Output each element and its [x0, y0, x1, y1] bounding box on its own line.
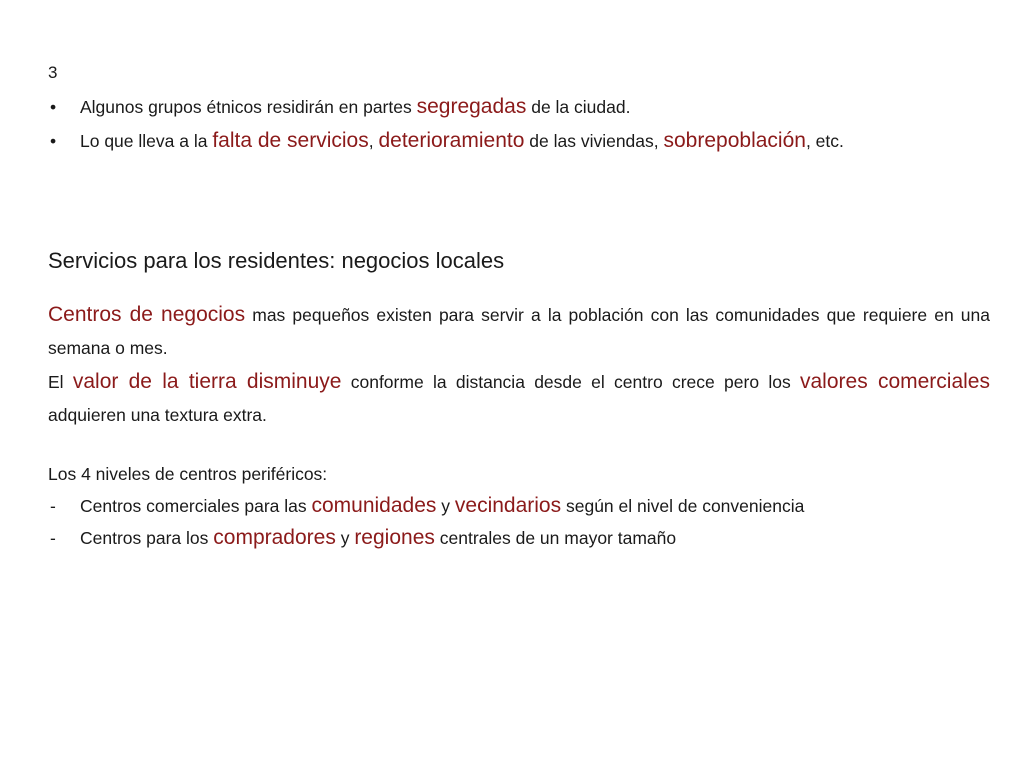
- highlighted-term: valor de la tierra disminuye: [72, 370, 342, 393]
- highlighted-term: compradores: [213, 526, 336, 549]
- spacer: [48, 158, 990, 246]
- list-marker: •: [50, 97, 57, 117]
- highlighted-term: deterioramiento: [378, 129, 525, 152]
- text-run: y: [335, 528, 355, 548]
- slide-content: [48, 62, 990, 554]
- highlighted-term: sobrepoblación: [663, 129, 806, 152]
- text-run: , etc.: [805, 131, 844, 151]
- level-item: [48, 522, 990, 554]
- level-item: [48, 490, 990, 522]
- text-run: adquieren una textura extra.: [48, 405, 267, 425]
- slide-number: 3: [48, 63, 58, 82]
- highlighted-term: Centros de negocios: [48, 303, 246, 326]
- text-run: y: [436, 496, 455, 516]
- text-run: El: [48, 372, 73, 392]
- intro-bullet-list: [48, 90, 990, 158]
- text-run: Lo que lleva a la: [80, 131, 213, 151]
- body-paragraph: [48, 365, 990, 432]
- highlighted-term: valores comerciales: [800, 370, 990, 393]
- text-run: según el nivel de conveniencia: [561, 496, 805, 516]
- text-run: ,: [368, 131, 379, 151]
- text-run: Centros para los: [80, 528, 214, 548]
- section-heading: Servicios para los residentes: negocios locales: [48, 248, 505, 273]
- bullet-item: [48, 124, 990, 158]
- text-run: mas pequeños existen para servir a la población con las comunidades que requiere en una semana o mes.: [48, 305, 990, 358]
- body-paragraphs: [48, 298, 990, 432]
- list-marker: •: [50, 131, 57, 151]
- levels-list: [48, 490, 990, 554]
- list-marker: -: [50, 496, 56, 516]
- text-run: conforme la distancia desde el centro crece pero los: [341, 372, 800, 392]
- text-run: de las viviendas,: [524, 131, 664, 151]
- levels-title: Los 4 niveles de centros periféricos:: [48, 464, 328, 484]
- text-run: centrales de un mayor tamaño: [434, 528, 677, 548]
- highlighted-term: comunidades: [311, 494, 437, 517]
- list-marker: -: [50, 528, 56, 548]
- highlighted-term: segregadas: [416, 95, 527, 118]
- highlighted-term: falta de servicios: [212, 129, 369, 152]
- text-run: Centros comerciales para las: [80, 496, 312, 516]
- bullet-item: [48, 90, 990, 124]
- body-paragraph: [48, 298, 990, 365]
- text-run: Algunos grupos étnicos residirán en partes: [80, 97, 417, 117]
- highlighted-term: vecindarios: [454, 494, 562, 517]
- spacer: [48, 432, 990, 458]
- text-run: de la ciudad.: [526, 97, 631, 117]
- highlighted-term: regiones: [354, 526, 435, 549]
